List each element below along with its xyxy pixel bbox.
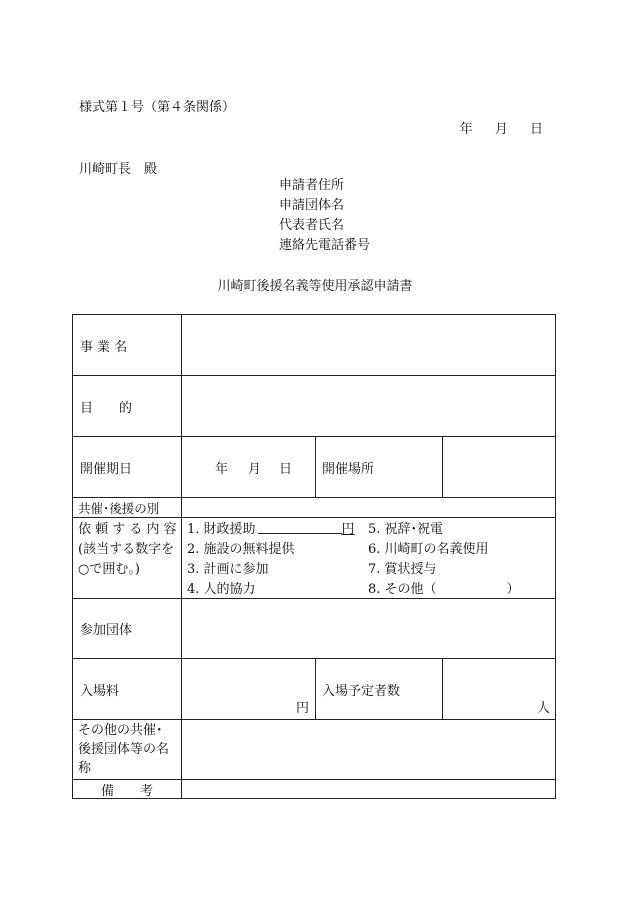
option-5[interactable]: 5. 祝辞･祝電 — [368, 522, 444, 537]
purpose-row — [73, 376, 555, 437]
attendance-unit: 人 — [536, 701, 550, 716]
period-label — [73, 437, 182, 497]
option-1[interactable] — [187, 520, 355, 540]
admission-unit: 円 — [295, 701, 309, 716]
expected-attendance-field[interactable] — [442, 659, 555, 719]
period-month: 月 — [248, 461, 262, 477]
admission-label — [73, 659, 182, 719]
option-8-close: ） — [506, 582, 520, 597]
participants-label — [73, 599, 182, 658]
application-form-table — [72, 314, 556, 799]
remarks-label-text: 備 考 — [100, 784, 153, 799]
option-3[interactable]: 3. 計画に参加 — [187, 562, 269, 577]
event-name-label-text: 事 業 名 — [80, 339, 128, 355]
form-number: 様式第１号（第４条関係） — [79, 100, 236, 115]
period-year: 年 — [215, 461, 229, 477]
applicant-block — [279, 176, 370, 256]
sponsorship-type-label-text: 共催･後援の別 — [78, 500, 160, 516]
period-day: 日 — [279, 461, 293, 477]
date-line — [460, 118, 543, 137]
venue-label — [315, 437, 442, 497]
remarks-field[interactable] — [182, 780, 555, 799]
request-label — [73, 518, 182, 598]
venue-field[interactable] — [442, 437, 555, 497]
option-7[interactable]: 7. 賞状授与 — [368, 562, 437, 577]
remarks-row — [73, 780, 555, 799]
expected-attendance-label-text: 入場予定者数 — [322, 683, 401, 699]
request-options — [182, 518, 555, 598]
period-field[interactable] — [182, 437, 315, 497]
date-month: 月 — [494, 122, 508, 137]
applicant-address-label: 申請者住所 — [279, 178, 345, 193]
applicant-group-label: 申請団体名 — [279, 198, 345, 213]
option-1-label: 1. 財政援助 — [187, 522, 256, 537]
applicant-phone-label: 連絡先電話番号 — [279, 238, 371, 253]
remarks-label — [73, 780, 182, 799]
admission-label-text: 入場料 — [80, 683, 120, 699]
request-label-line1: 依 頼 す る 内 容 — [78, 522, 177, 537]
event-name-field[interactable] — [182, 315, 555, 375]
request-label-line2: (該当する数字を — [78, 542, 175, 557]
other-sponsors-label-line1: その他の共催･ — [78, 723, 163, 738]
other-sponsors-field[interactable] — [182, 720, 555, 779]
admission-field[interactable] — [182, 659, 315, 719]
option-8-label: 8. その他（ — [368, 582, 437, 597]
purpose-label — [73, 376, 182, 436]
option-6[interactable]: 6. 川崎町の名義使用 — [368, 542, 489, 557]
venue-label-text: 開催場所 — [322, 461, 375, 477]
other-sponsors-label — [73, 720, 182, 779]
date-day: 日 — [529, 122, 543, 137]
event-name-row — [73, 315, 555, 376]
document-title: 川崎町後援名義等使用承認申請書 — [217, 279, 413, 294]
option-1-amount-blank[interactable] — [258, 521, 342, 534]
participants-field[interactable] — [182, 599, 555, 658]
purpose-label-text: 目 的 — [80, 400, 133, 416]
addressee: 川崎町長 殿 — [79, 162, 158, 177]
participants-label-text: 参加団体 — [80, 623, 133, 638]
option-2[interactable]: 2. 施設の無料提供 — [187, 542, 295, 557]
option-1-unit: 円 — [341, 522, 355, 537]
sponsorship-type-field[interactable] — [182, 498, 555, 517]
sponsorship-type-label — [73, 498, 182, 517]
option-8[interactable] — [368, 580, 520, 600]
date-year: 年 — [459, 122, 473, 137]
other-sponsors-label-line2: 後援団体等の名 — [78, 742, 170, 757]
admission-row — [73, 659, 555, 720]
option-4[interactable]: 4. 人的協力 — [187, 582, 256, 597]
expected-attendance-label — [315, 659, 442, 719]
participants-row — [73, 599, 555, 659]
other-sponsors-label-line3: 称 — [78, 761, 92, 776]
period-label-text: 開催期日 — [80, 461, 133, 477]
event-name-label — [73, 315, 182, 375]
period-venue-row — [73, 437, 555, 498]
request-row — [73, 518, 555, 599]
sponsorship-type-row — [73, 498, 555, 518]
applicant-representative-label: 代表者氏名 — [279, 218, 345, 233]
purpose-field[interactable] — [182, 376, 555, 436]
request-label-line3: ○で囲む。) — [78, 562, 140, 577]
other-sponsors-row — [73, 720, 555, 780]
